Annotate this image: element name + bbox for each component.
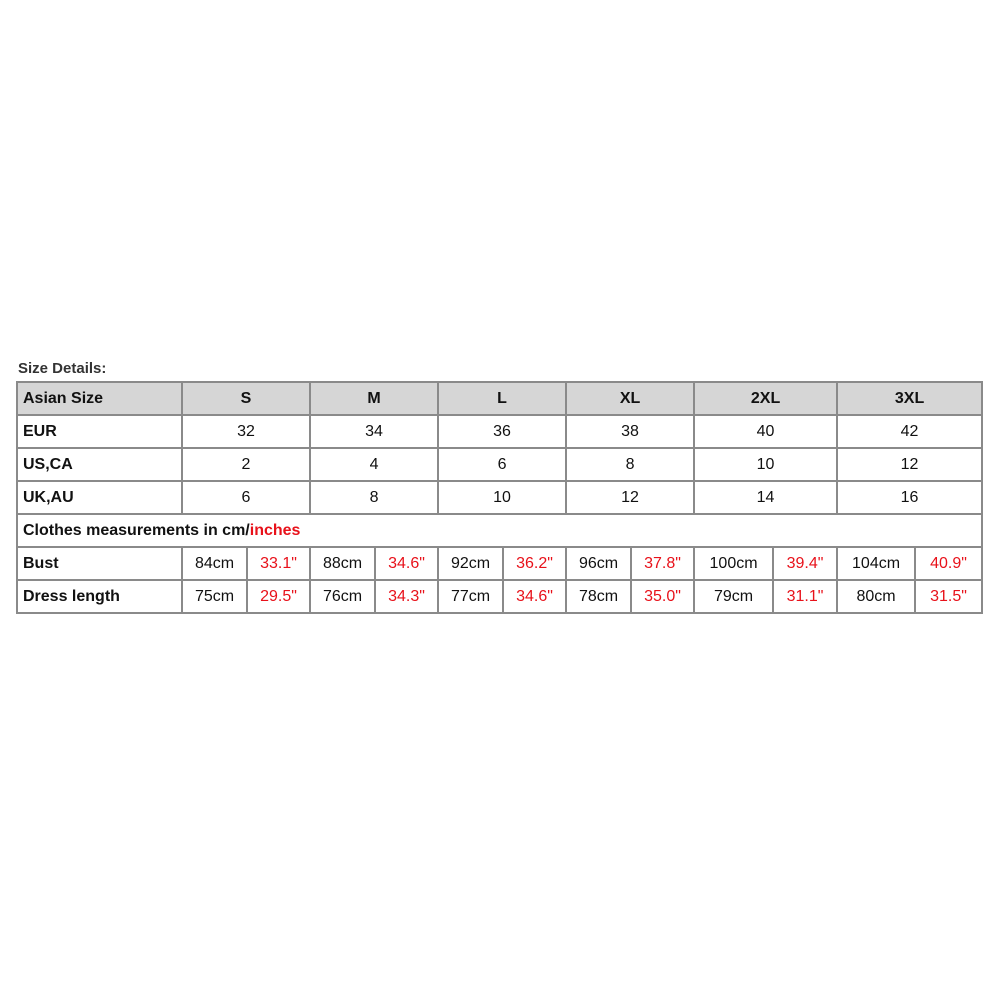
- row-label: UK,AU: [17, 481, 182, 514]
- section-heading-inches: inches: [249, 521, 301, 539]
- section-heading-text: Clothes measurements in cm/: [23, 521, 250, 539]
- table-cell-inches: 36.2": [503, 547, 566, 580]
- table-cell-inches: 40.9": [915, 547, 982, 580]
- table-cell-cm: 77cm: [438, 580, 503, 613]
- table-cell-inches: 31.1": [773, 580, 837, 613]
- table-cell: 10: [438, 481, 566, 514]
- size-header-l: L: [438, 382, 566, 415]
- row-label: Bust: [17, 547, 182, 580]
- size-header-s: S: [182, 382, 310, 415]
- table-cell: 2: [182, 448, 310, 481]
- row-label: Dress length: [17, 580, 182, 613]
- size-header-m: M: [310, 382, 438, 415]
- table-cell-cm: 104cm: [837, 547, 915, 580]
- size-details-title: Size Details:: [18, 360, 107, 377]
- table-cell: 6: [182, 481, 310, 514]
- table-cell-cm: 75cm: [182, 580, 247, 613]
- table-cell: 40: [694, 415, 837, 448]
- table-cell-cm: 96cm: [566, 547, 631, 580]
- table-cell-inches: 39.4": [773, 547, 837, 580]
- table-cell: 8: [566, 448, 694, 481]
- table-cell-inches: 34.3": [375, 580, 438, 613]
- row-label: EUR: [17, 415, 182, 448]
- table-cell: 4: [310, 448, 438, 481]
- table-cell: 14: [694, 481, 837, 514]
- table-cell-inches: 33.1": [247, 547, 310, 580]
- header-row: [17, 382, 982, 415]
- table-cell: 8: [310, 481, 438, 514]
- table-cell-inches: 34.6": [375, 547, 438, 580]
- table-cell-cm: 88cm: [310, 547, 375, 580]
- table-cell-inches: 37.8": [631, 547, 694, 580]
- table-row-dress-length: [17, 580, 982, 613]
- size-header-xl: XL: [566, 382, 694, 415]
- table-cell: 36: [438, 415, 566, 448]
- table-cell: 12: [837, 448, 982, 481]
- table-cell: 42: [837, 415, 982, 448]
- section-heading: [17, 514, 982, 547]
- size-header-2xl: 2XL: [694, 382, 837, 415]
- table-cell-cm: 92cm: [438, 547, 503, 580]
- table-cell: 12: [566, 481, 694, 514]
- section-row: [17, 514, 982, 547]
- table-cell-cm: 76cm: [310, 580, 375, 613]
- table-row-uk-au: [17, 481, 982, 514]
- table-cell: 6: [438, 448, 566, 481]
- table-cell: 10: [694, 448, 837, 481]
- table-row-bust: [17, 547, 982, 580]
- table-cell-inches: 29.5": [247, 580, 310, 613]
- row-label: US,CA: [17, 448, 182, 481]
- table-cell-cm: 84cm: [182, 547, 247, 580]
- table-cell: 32: [182, 415, 310, 448]
- table-cell-inches: 34.6": [503, 580, 566, 613]
- table-cell-inches: 31.5": [915, 580, 982, 613]
- header-label: Asian Size: [17, 382, 182, 415]
- table-cell-cm: 79cm: [694, 580, 773, 613]
- table-row-eur: [17, 415, 982, 448]
- table-row-us-ca: [17, 448, 982, 481]
- table-cell: 34: [310, 415, 438, 448]
- table-cell-cm: 80cm: [837, 580, 915, 613]
- table-cell-cm: 78cm: [566, 580, 631, 613]
- table-cell: 16: [837, 481, 982, 514]
- size-chart-table: [16, 381, 983, 614]
- table-cell: 38: [566, 415, 694, 448]
- size-header-3xl: 3XL: [837, 382, 982, 415]
- table-cell-inches: 35.0": [631, 580, 694, 613]
- table-cell-cm: 100cm: [694, 547, 773, 580]
